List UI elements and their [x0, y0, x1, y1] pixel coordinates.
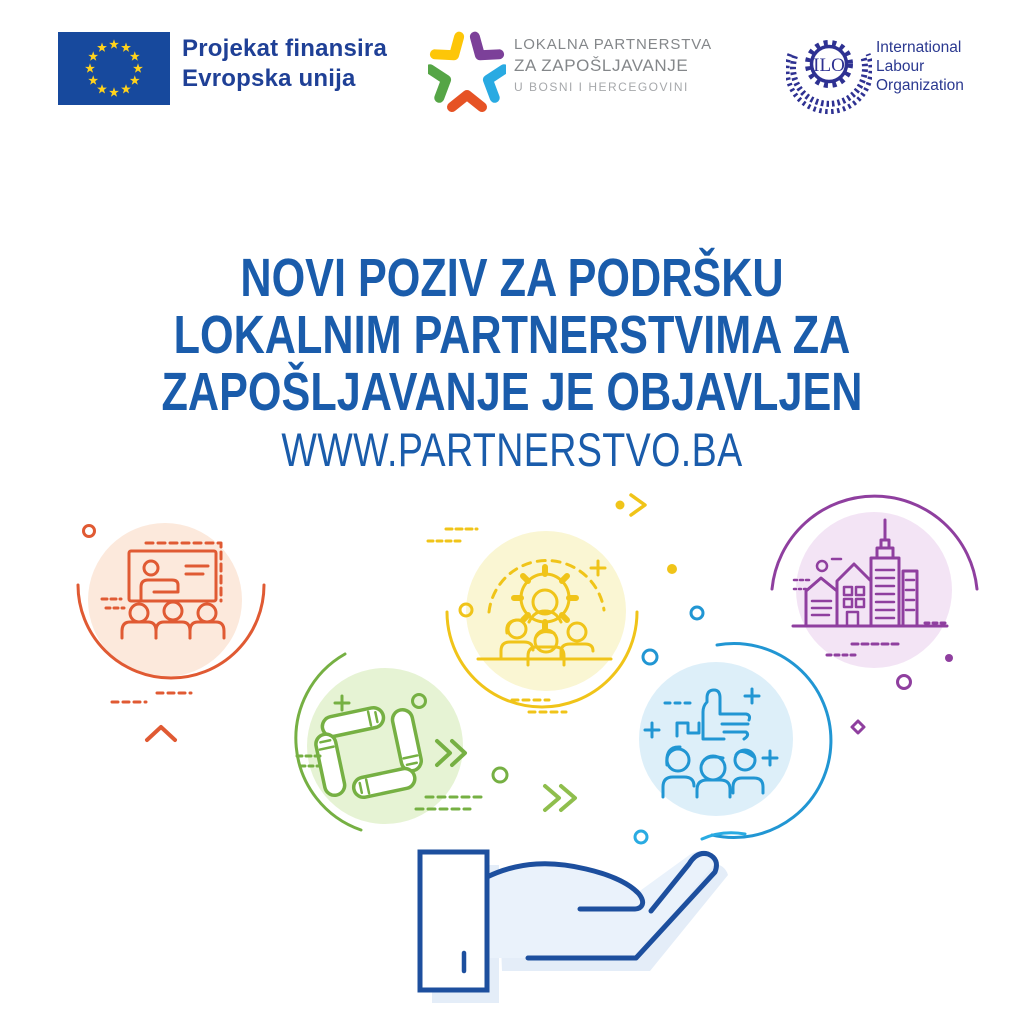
ilo-line1: International: [876, 39, 962, 56]
eu-funding-line2: Evropska unija: [182, 65, 356, 92]
page-title-line3: ZAPOŠLJAVANJE JE OBJAVLJEN: [161, 362, 863, 422]
lpz-line3: U BOSNI I HERCEGOVINI: [514, 80, 689, 94]
ilo-monogram: ILO: [813, 55, 845, 76]
lpz-line1: LOKALNA PARTNERSTVA: [514, 36, 712, 53]
city-buildings-icon: [772, 496, 977, 733]
page-title-line1: NOVI POZIV ZA PODRŠKU: [240, 248, 784, 308]
ilo-line2: Labour: [876, 58, 925, 75]
collaboration-gear-people-icon: [428, 495, 677, 712]
lpz-line2: ZA ZAPOŠLJAVANJE: [514, 56, 689, 75]
thumbs-up-people-icon: [635, 607, 831, 843]
supporting-hand-icon: [420, 851, 728, 1003]
website-url: WWW.PARTNERSTVO.BA: [281, 423, 743, 476]
eu-funding-line1: Projekat finansira: [182, 35, 388, 62]
training-presentation-icon: [78, 523, 264, 740]
page-title-line2: LOKALNIM PARTNERSTVIMA ZA: [173, 305, 851, 365]
ilo-line3: Organization: [876, 77, 964, 94]
